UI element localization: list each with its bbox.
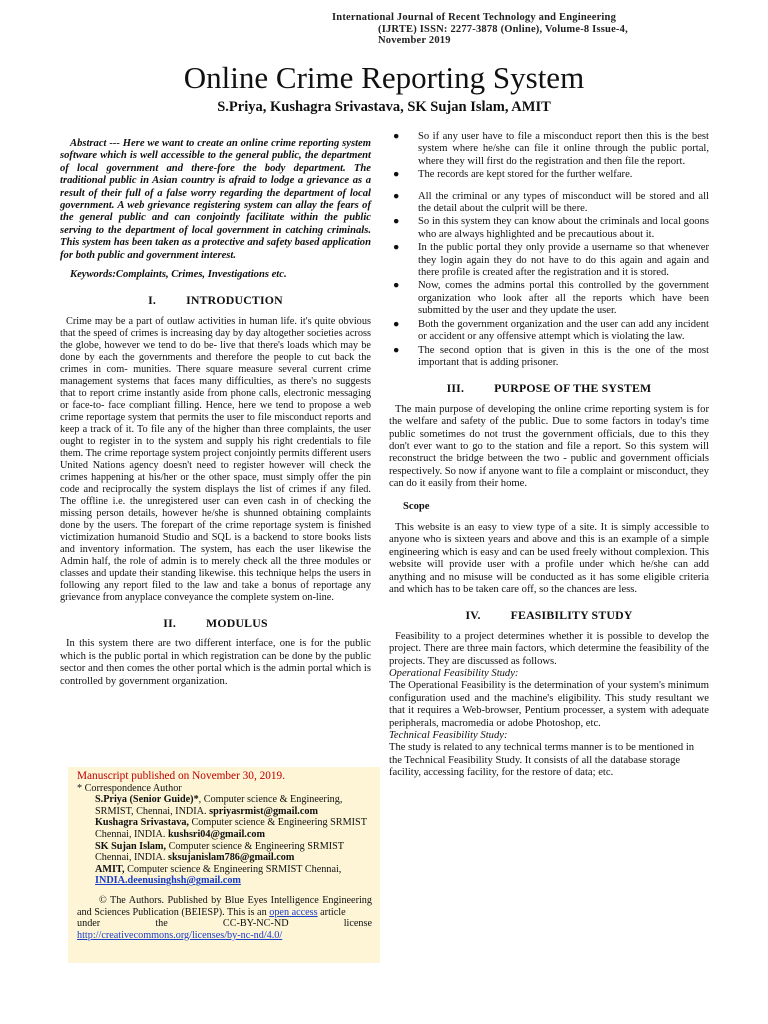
journal-name: International Journal of Recent Technology and Engineering [332,12,617,23]
section-heading-intro [60,294,371,306]
author-affiliation-2 [77,817,372,840]
correspondence-label: * Correspondence Author [77,782,182,794]
list-item [389,280,709,317]
list-item-text: In the public portal they only provide a username so that whenever they login again they do not have to do this again and again and there profile is created after the registration and it is stored. [418,242,709,279]
manuscript-footnote [68,767,380,963]
list-item-text: The second option that is given in this is the one of the most important that is adding prisoner. [418,344,709,368]
modulus-paragraph: In this system there are two different interface, one is for the public which is the public portal in which registration can be done by the public sector and then comes the other portal which is the admin portal which is controlled by government organization. [60,638,371,687]
open-access-link[interactable]: open access [269,906,318,918]
author-affiliation-4 [77,864,372,887]
intro-paragraph: Crime may be a part of outlaw activities in human life. it's quite obvious that the speed of crimes is increasing day by day altogether societies across the globe, however we tend to do be- live that there's loads which may be done by each the governments and therefore the people to cut back the crimes in com- munities. There square measure several current crime management systems that faces many difficulties, as there's no suggests that to report crime instantly aside from phone calls, electronic messaging or face-to- face compliant filling. Hence, here we tend to propose a web crime reportage system that permits the user to file misconduct reports and keep a track of it. To file any of the higher than three complaints, the user ought to register in to the system and supply his right credentials to file them. The crime reportage system project conjointly permits different users United Nations agency doesn't need to register however will check the crimes happening at his/her or the other space, must simply offer the pin code and reciprocally the system displays the list of crimes if any filed. The offline i.e. the unregistered user can even cash in of checking the missing person details, however he/she is shunned obtaining complaints done by the users. The forepart of the crime reportage system is finished victimization humanoid Studio and SQL is a backend to store books lists and inventory information. The system, has each the user likewise the Admin half, the role of admin is to merely check all the three modules or classes and update their standing likewise. this technique helps the users in following any report filed to the law and take a bonus of reportage any grievance from anyplace conveyance the complete system on-line. [60,315,371,603]
license-url-link[interactable]: http://creativecommons.org/licenses/by-nc-nd/4.0/ [77,929,283,941]
list-item-text: So if any user have to file a misconduct report then this is the best system where he/she can file it online through the public portal, where they will first do the registration and then file the report. [418,131,709,167]
right-column [389,131,709,780]
list-item [389,216,709,241]
bullet-icon: ● [393,280,400,292]
section-number: III. [446,381,465,396]
section-heading-feasibility [389,609,709,621]
list-item [389,345,709,370]
license-suffix: article [317,906,346,918]
section-title: MODULUS [206,615,268,630]
list-item-text: So in this system they can know about the criminals and local goons who are always highlighted and be precautious about it. [418,216,709,240]
affiliation-text: Computer science & Engineering SRMIST Chennai, INDIA. [95,817,367,840]
author-email: spriyasrmist@gmail.com [209,805,318,817]
license-url-line [77,930,372,942]
list-item-text: All the criminal or any types of misconduct will be stored and all the detail about the culprit will be there. [418,190,709,215]
list-item-text: The records are kept stored for the further welfare. [418,169,633,181]
license-text [77,895,372,918]
left-column [60,138,371,688]
bullet-icon: ● [393,190,400,202]
author-name: SK Sujan Islam, [95,840,167,852]
feature-list [389,131,709,369]
journal-date: November 2019 [378,35,451,46]
keywords: Keywords:Complaints, Crimes, Investigations etc. [70,269,287,281]
list-item-text: Now, comes the admins portal this controlled by the government organization who look after all the reports which have been submitted by the user and they update the user. [418,280,709,317]
bullet-icon: ● [393,318,400,330]
list-item [389,131,709,168]
paper-title: Online Crime Reporting System [183,60,585,95]
license-word: under [77,918,101,930]
author-affiliation-1 [77,794,372,817]
author-name: S.Priya (Senior Guide)* [95,794,199,806]
list-item [389,319,709,344]
author-name: AMIT, [95,863,125,875]
bullet-icon: ● [393,216,400,228]
bullet-icon: ● [393,169,400,181]
paper-authors: S.Priya, Kushagra Srivastava, SK Sujan Islam, AMIT [217,99,551,115]
list-item [389,191,709,216]
affiliation-text: , Computer science & Engineering, SRMIST, Chennai, INDIA. [95,794,343,817]
section-number: I. [148,293,157,308]
list-item [389,169,709,181]
technical-feasibility-heading: Technical Feasibility Study: [389,730,508,742]
bullet-icon: ● [393,344,400,356]
list-item-text: Both the government organization and the user can add any incident or accident or any offensive attempt which is violating the law. [418,318,709,343]
journal-issn: (IJRTE) ISSN: 2277-3878 (Online), Volume-8 Issue-4, [378,23,628,35]
published-date: Manuscript published on November 30, 2019. [77,770,286,782]
scope-heading: Scope [403,500,430,512]
author-email: kushsri04@gmail.com [168,828,265,840]
purpose-paragraph: The main purpose of developing the online crime reporting system is for the welfare and safety of the public. Due to some factors in today's time public sometimes do not trust the government officials, due to this they don't ever want to go to the station and file a report. So this system will reconstruct the bridge between the two - public and government officials respectively. So now if anyone want to file a complaint or misconduct, they can do it easily from their home. [389,403,709,490]
abstract: Abstract --- Here we want to create an online crime reporting system software which is well accessible to the general public, the department of local government and there-fore the body department. The traditional public in Asian country is afraid to lodge a grievance as a result of their full of a false worry regarding the department of local government. A web grievance registering system can allay the fears of the general public and can conjointly facilitate within the public serving to the department of local government in catching criminals. This system has been taken as a protective and safety based application for both public and government interest. [60,138,371,261]
section-number: II. [163,615,177,630]
author-email: sksujanislam786@gmail.com [168,852,295,864]
bullet-icon: ● [393,242,400,254]
section-heading-purpose [389,382,709,394]
author-email-link[interactable]: INDIA.deenusinghsh@gmail.com [95,875,241,887]
journal-header [332,12,692,47]
author-affiliation-3 [77,841,372,864]
section-title: INTRODUCTION [186,293,283,308]
operational-feasibility-paragraph: The Operational Feasibility is the determination of your system's minimum configuration used and the machine's eligibility. This study resultant we that it requires a Web-browser, Pentium processer, a system with adequate peripherals, macromedia or adobe Photoshop, etc. [389,680,709,729]
section-heading-modulus [60,617,371,629]
bullet-icon: ● [393,131,400,142]
section-title: PURPOSE OF THE SYSTEM [494,381,652,396]
license-word: the [155,918,168,930]
feasibility-paragraph: Feasibility to a project determines whether it is possible to develop the project. There are three main factors, which determine the feasibility of the projects. They are discussed as follows. [389,630,709,667]
author-name: Kushagra Srivastava, [95,817,189,829]
license-name: CC-BY-NC-ND [222,918,289,930]
list-item [389,242,709,279]
section-title: FEASIBILITY STUDY [510,608,633,623]
license-word: license [343,918,372,930]
technical-feasibility-paragraph: The study is related to any technical terms manner is to be mentioned in the Technical Feasibility Study. It consists of all the database storage facility, accessing facility, for the restore of data; etc. [389,742,695,779]
scope-paragraph: This website is an easy to view type of a site. It is simply accessible to anyone who is sixteen years and above and this is an example of a simple engineering which is easy and can be used freely without complexion. This website will provide user with a profile under which he/she can add anything and no misuse will be conducted as it has some eligible criteria and which has to be taken care off, so the chances are less. [389,521,709,595]
affiliation-text: Computer science & Engineering SRMIST Chennai, INDIA. [95,840,344,864]
section-number: IV. [465,608,481,623]
license-prefix: © The Authors. Published by Blue Eyes Intelligence Engineering and Sciences Publication (BEIESP). This is an [77,894,372,918]
license-line [77,918,372,930]
affiliation-text: Computer science & Engineering SRMIST Chennai, [124,863,342,875]
operational-feasibility-heading: Operational Feasibility Study: [389,668,519,680]
